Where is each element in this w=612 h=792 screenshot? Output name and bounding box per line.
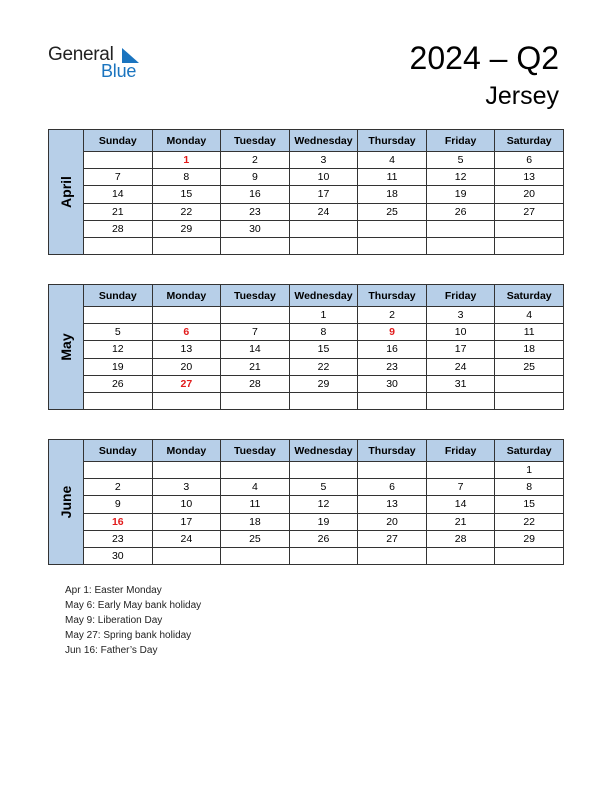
day-cell: 8	[289, 324, 358, 341]
page-subtitle: Jersey	[485, 82, 559, 110]
weekday-header: Thursday	[358, 130, 427, 152]
day-cell: 11	[495, 324, 564, 341]
week-row	[84, 513, 564, 530]
day-cell: 30	[358, 375, 427, 392]
day-cell: 21	[84, 203, 153, 220]
day-cell: 22	[495, 513, 564, 530]
generalblue-logo	[48, 44, 158, 84]
holiday-note: Apr 1: Easter Monday	[65, 585, 162, 596]
day-cell: 23	[84, 530, 153, 547]
empty-day-cell	[289, 237, 358, 254]
day-cell: 20	[358, 513, 427, 530]
empty-day-cell	[152, 307, 221, 324]
month-block-june	[48, 439, 564, 565]
empty-day-cell	[495, 237, 564, 254]
empty-day-cell	[495, 220, 564, 237]
day-cell: 2	[358, 307, 427, 324]
week-row	[84, 479, 564, 496]
day-cell: 26	[426, 203, 495, 220]
day-cell: 21	[426, 513, 495, 530]
day-cell: 5	[289, 479, 358, 496]
day-cell: 4	[495, 307, 564, 324]
week-row	[84, 307, 564, 324]
week-row	[84, 496, 564, 513]
day-cell: 29	[152, 220, 221, 237]
weekday-header: Monday	[152, 440, 221, 462]
day-cell: 25	[358, 203, 427, 220]
day-cell: 2	[84, 479, 153, 496]
holiday-notes	[65, 583, 201, 658]
day-cell: 25	[495, 358, 564, 375]
week-row	[84, 530, 564, 547]
page-title: 2024 – Q2	[409, 40, 559, 76]
week-row	[84, 324, 564, 341]
day-cell: 12	[84, 341, 153, 358]
empty-day-cell	[84, 392, 153, 409]
holiday-day-cell: 9	[358, 324, 427, 341]
empty-day-cell	[221, 392, 290, 409]
day-cell: 30	[221, 220, 290, 237]
empty-day-cell	[221, 462, 290, 479]
day-cell: 7	[221, 324, 290, 341]
day-cell: 30	[84, 547, 153, 564]
day-cell: 12	[426, 169, 495, 186]
week-row	[84, 358, 564, 375]
week-row	[84, 203, 564, 220]
day-cell: 5	[426, 152, 495, 169]
day-cell: 27	[358, 530, 427, 547]
weekday-header: Tuesday	[221, 440, 290, 462]
empty-day-cell	[221, 307, 290, 324]
empty-day-cell	[358, 547, 427, 564]
empty-day-cell	[426, 547, 495, 564]
day-cell: 22	[289, 358, 358, 375]
empty-day-cell	[426, 462, 495, 479]
day-cell: 26	[289, 530, 358, 547]
day-cell: 10	[152, 496, 221, 513]
day-cell: 18	[358, 186, 427, 203]
weekday-header: Wednesday	[289, 440, 358, 462]
day-cell: 9	[84, 496, 153, 513]
day-cell: 17	[152, 513, 221, 530]
day-cell: 24	[289, 203, 358, 220]
empty-day-cell	[495, 392, 564, 409]
day-cell: 17	[289, 186, 358, 203]
day-cell: 3	[152, 479, 221, 496]
empty-day-cell	[84, 307, 153, 324]
day-cell: 14	[221, 341, 290, 358]
holiday-note: May 27: Spring bank holiday	[65, 630, 192, 641]
month-block-april	[48, 129, 564, 255]
week-row	[84, 392, 564, 409]
month-name: May	[58, 333, 74, 361]
day-cell: 18	[495, 341, 564, 358]
day-cell: 25	[221, 530, 290, 547]
month-block-may	[48, 284, 564, 410]
day-cell: 7	[426, 479, 495, 496]
weekday-header: Friday	[426, 130, 495, 152]
day-cell: 29	[289, 375, 358, 392]
weekday-header: Sunday	[84, 440, 153, 462]
day-cell: 19	[289, 513, 358, 530]
day-cell: 16	[221, 186, 290, 203]
week-row	[84, 547, 564, 564]
empty-day-cell	[221, 237, 290, 254]
holiday-note: May 9: Liberation Day	[65, 615, 163, 626]
weekday-header: Thursday	[358, 285, 427, 307]
day-cell: 19	[84, 358, 153, 375]
day-cell: 27	[495, 203, 564, 220]
empty-day-cell	[289, 220, 358, 237]
day-cell: 14	[84, 186, 153, 203]
day-cell: 13	[358, 496, 427, 513]
empty-day-cell	[289, 462, 358, 479]
empty-day-cell	[84, 462, 153, 479]
day-cell: 8	[152, 169, 221, 186]
day-cell: 22	[152, 203, 221, 220]
day-cell: 21	[221, 358, 290, 375]
empty-day-cell	[426, 237, 495, 254]
day-cell: 18	[221, 513, 290, 530]
holiday-day-cell: 6	[152, 324, 221, 341]
day-cell: 9	[221, 169, 290, 186]
week-row	[84, 375, 564, 392]
day-cell: 15	[495, 496, 564, 513]
day-cell: 11	[221, 496, 290, 513]
holiday-day-cell: 1	[152, 152, 221, 169]
day-cell: 28	[426, 530, 495, 547]
weekday-header: Thursday	[358, 440, 427, 462]
weekday-header: Wednesday	[289, 130, 358, 152]
weekday-header: Tuesday	[221, 130, 290, 152]
week-row	[84, 186, 564, 203]
day-cell: 10	[426, 324, 495, 341]
day-cell: 29	[495, 530, 564, 547]
empty-day-cell	[84, 237, 153, 254]
weekday-header: Wednesday	[289, 285, 358, 307]
empty-day-cell	[358, 392, 427, 409]
day-cell: 28	[221, 375, 290, 392]
weekday-header: Tuesday	[221, 285, 290, 307]
day-cell: 3	[426, 307, 495, 324]
empty-day-cell	[358, 237, 427, 254]
month-name: June	[58, 485, 74, 519]
day-cell: 1	[495, 462, 564, 479]
day-cell: 23	[358, 358, 427, 375]
empty-day-cell	[426, 392, 495, 409]
empty-day-cell	[84, 152, 153, 169]
day-cell: 12	[289, 496, 358, 513]
month-side-bar	[48, 439, 84, 565]
weekday-header: Friday	[426, 285, 495, 307]
day-cell: 4	[221, 479, 290, 496]
day-cell: 15	[152, 186, 221, 203]
holiday-day-cell: 16	[84, 513, 153, 530]
day-cell: 4	[358, 152, 427, 169]
empty-day-cell	[358, 462, 427, 479]
day-cell: 17	[426, 341, 495, 358]
week-row	[84, 220, 564, 237]
empty-day-cell	[358, 220, 427, 237]
holiday-day-cell: 27	[152, 375, 221, 392]
day-cell: 11	[358, 169, 427, 186]
empty-day-cell	[495, 375, 564, 392]
logo-text-general: General	[48, 44, 114, 65]
weekday-header: Saturday	[495, 130, 564, 152]
day-cell: 6	[495, 152, 564, 169]
day-cell: 24	[152, 530, 221, 547]
empty-day-cell	[152, 462, 221, 479]
weekday-header: Sunday	[84, 285, 153, 307]
week-row	[84, 462, 564, 479]
week-row	[84, 341, 564, 358]
empty-day-cell	[152, 392, 221, 409]
day-cell: 16	[358, 341, 427, 358]
day-cell: 6	[358, 479, 427, 496]
empty-day-cell	[152, 237, 221, 254]
month-side-bar	[48, 129, 84, 255]
day-cell: 13	[152, 341, 221, 358]
day-cell: 20	[152, 358, 221, 375]
empty-day-cell	[426, 220, 495, 237]
month-name: April	[58, 176, 74, 208]
day-cell: 19	[426, 186, 495, 203]
day-cell: 5	[84, 324, 153, 341]
day-cell: 28	[84, 220, 153, 237]
week-row	[84, 169, 564, 186]
month-side-bar	[48, 284, 84, 410]
empty-day-cell	[495, 547, 564, 564]
day-cell: 1	[289, 307, 358, 324]
calendar-table	[83, 129, 564, 255]
weekday-header: Saturday	[495, 440, 564, 462]
day-cell: 8	[495, 479, 564, 496]
empty-day-cell	[152, 547, 221, 564]
holiday-note: May 6: Early May bank holiday	[65, 600, 202, 611]
holiday-note: Jun 16: Father’s Day	[65, 645, 158, 656]
week-row	[84, 152, 564, 169]
empty-day-cell	[289, 392, 358, 409]
weekday-header: Monday	[152, 130, 221, 152]
weekday-header: Saturday	[495, 285, 564, 307]
day-cell: 3	[289, 152, 358, 169]
day-cell: 2	[221, 152, 290, 169]
day-cell: 7	[84, 169, 153, 186]
empty-day-cell	[289, 547, 358, 564]
day-cell: 31	[426, 375, 495, 392]
day-cell: 15	[289, 341, 358, 358]
week-row	[84, 237, 564, 254]
day-cell: 23	[221, 203, 290, 220]
day-cell: 26	[84, 375, 153, 392]
day-cell: 13	[495, 169, 564, 186]
day-cell: 14	[426, 496, 495, 513]
day-cell: 20	[495, 186, 564, 203]
weekday-header: Friday	[426, 440, 495, 462]
weekday-header: Monday	[152, 285, 221, 307]
calendar-table	[83, 284, 564, 410]
calendar-table	[83, 439, 564, 565]
day-cell: 24	[426, 358, 495, 375]
day-cell: 10	[289, 169, 358, 186]
empty-day-cell	[221, 547, 290, 564]
logo-text-blue: Blue	[101, 61, 137, 81]
weekday-header: Sunday	[84, 130, 153, 152]
